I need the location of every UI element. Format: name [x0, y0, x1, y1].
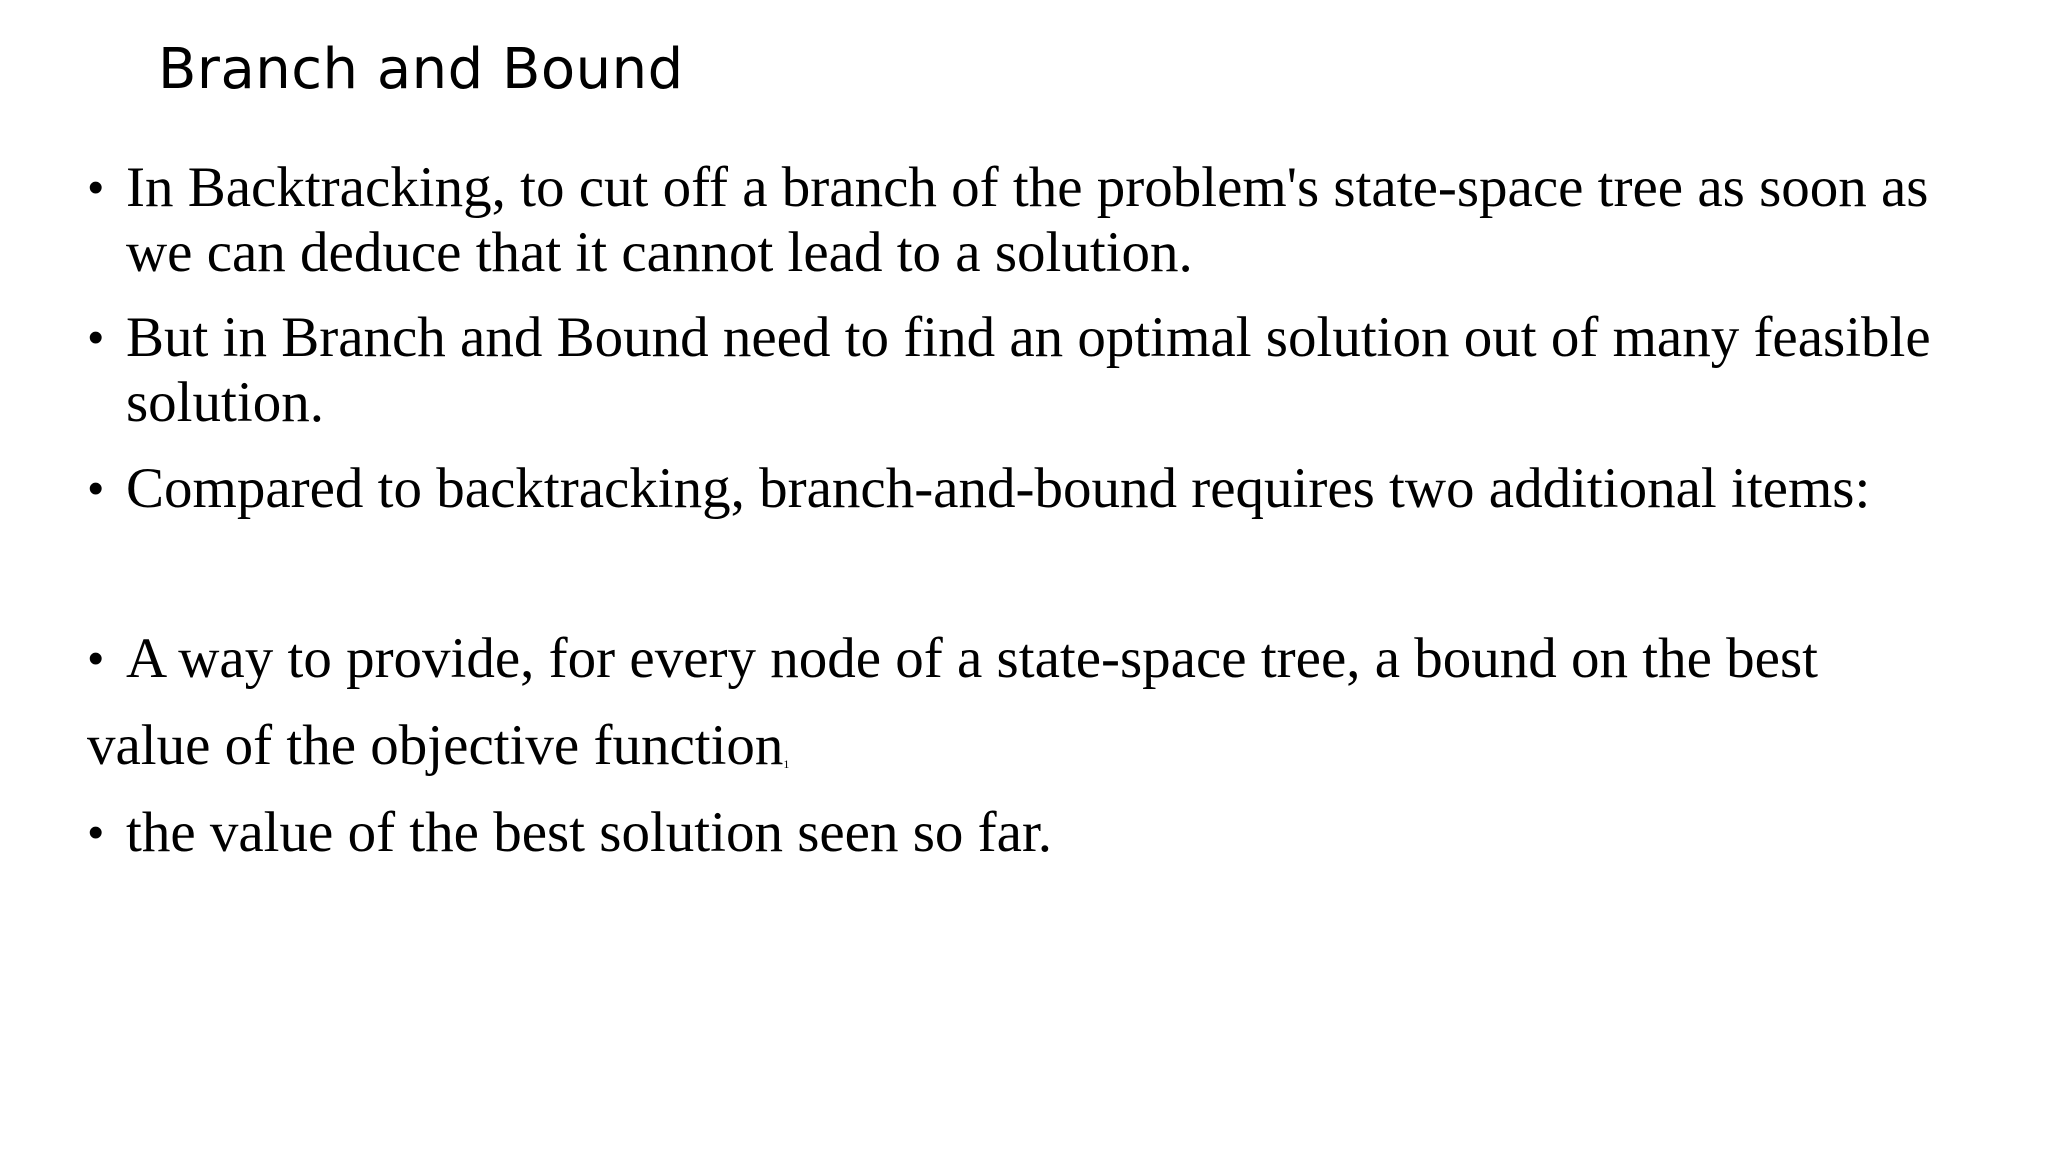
bullet-item — [88, 800, 1986, 865]
bullet-dot-icon: • — [88, 163, 104, 212]
bullet-dot-icon: • — [88, 464, 104, 513]
bullet-text: But in Branch and Bound need to find an optimal solution out of many feasible solution. — [126, 306, 1931, 434]
bullet-text: Compared to backtracking, branch-and-bound requires two additional items: — [126, 457, 1871, 520]
bullet-dot-icon: • — [88, 634, 104, 683]
bullet-item — [88, 626, 1986, 691]
bullet-text: A way to provide, for every node of a state-space tree, a bound on the best — [126, 627, 1818, 690]
bullet-dot-icon: • — [88, 808, 104, 857]
bullet-item — [88, 456, 1986, 521]
bullet-dot-icon: • — [88, 313, 104, 362]
bullet-text: In Backtracking, to cut off a branch of the problem's state-space tree as soon as we can deduce that it cannot lead to a solution. — [126, 156, 1929, 284]
bullet-continuation — [87, 713, 789, 797]
footnote-marker: 1 — [783, 757, 790, 771]
bullet-item — [88, 305, 1986, 435]
bullet-text: the value of the best solution seen so far. — [126, 801, 1053, 864]
bullet-item — [88, 155, 1986, 285]
bullet-continuation-text: value of the objective function — [87, 714, 784, 777]
slide-title: Branch and Bound — [158, 37, 684, 102]
